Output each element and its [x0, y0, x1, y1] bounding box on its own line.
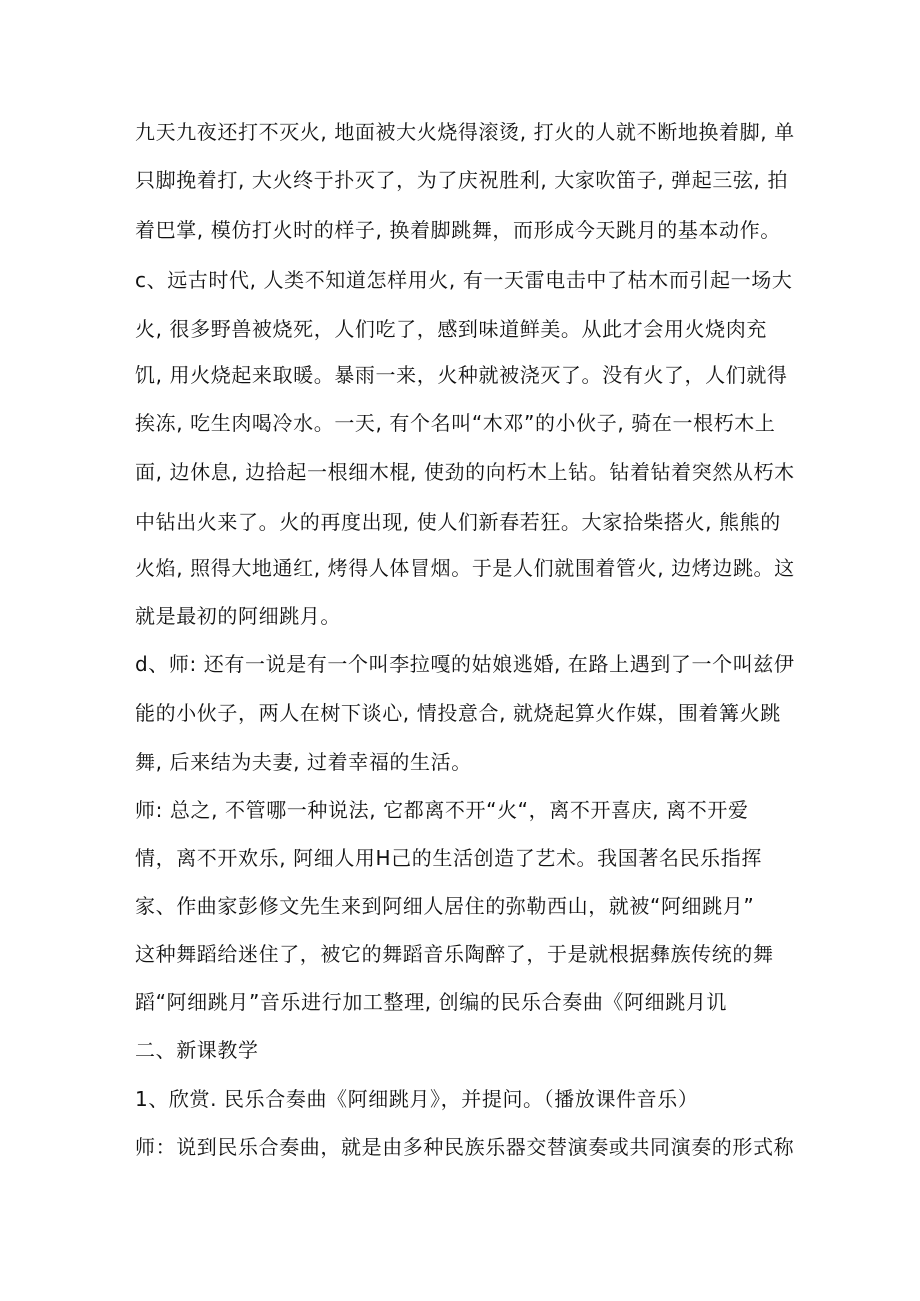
text-line: 着巴掌, 模仿打火时的样子, 换着脚跳舞，而形成今天跳月的基本动作。: [135, 218, 781, 242]
text-line: 情，离不开欢乐, 阿细人用H己的生活创造了艺术。我国著名民乐指挥: [135, 846, 762, 870]
section-heading: 二、新课教学: [135, 1038, 259, 1062]
text-line: 饥, 用火烧起来取暖。暴雨一来，火种就被浇灭了。没有火了，人们就得: [135, 363, 788, 387]
text-line: 九天九夜还打不灭火, 地面被大火烧得滚烫, 打火的人就不断地换着脚, 单: [135, 120, 795, 144]
text-line: 只脚挽着打, 大火终于扑灭了，为了庆祝胜利, 大家吹笛子, 弹起三弦, 拍: [135, 168, 789, 192]
text-line: 这种舞蹈给迷住了，被它的舞蹈音乐陶醉了，于是就根据彝族传统的舞: [135, 942, 774, 966]
text-line: d、师: 还有一说是有一个叫李拉嘎的姑娘逃婚, 在路上遇到了一个叫兹伊: [135, 652, 795, 676]
text-line: c、远古时代, 人类不知道怎样用火, 有一天雷电击中了枯木而引起一场大: [135, 268, 793, 292]
text-line: 就是最初的阿细跳月。: [135, 604, 341, 628]
text-line: 舞, 后来结为夫妻, 过着幸福的生活。: [135, 750, 472, 774]
text-line: 1、欣赏. 民乐合奏曲《阿细跳月》，并提问。（播放课件音乐）: [135, 1087, 699, 1111]
text-line: 师：说到民乐合奏曲，就是由多种民族乐器交替演奏或共同演奏的形式称: [135, 1135, 795, 1159]
text-line: 能的小伙子，两人在树下谈心, 情投意合, 就烧起算火作媒，围着篝火跳: [135, 701, 781, 725]
text-line: 中钻出火来了。火的再度出现, 使人们新春若狂。大家拾柴搭火, 熊熊的: [135, 510, 781, 534]
text-line: 挨冻, 吃生肉喝冷水。一天, 有个名叫“木邓”的小伙子, 骑在一根朽木上: [135, 411, 776, 435]
text-line: 蹈“阿细跳月”音乐进行加工整理, 创编的民乐合奏曲《阿细跳月讥: [135, 990, 728, 1014]
text-line: 火焰, 照得大地通红, 烤得人体冒烟。于是人们就围着管火, 边烤边跳。这: [135, 556, 795, 580]
text-line: 家、作曲家彭修文先生来到阿细人居住的弥勒西山，就被“阿细跳月”: [135, 894, 755, 918]
text-line: 火, 很多野兽被烧死，人们吃了，感到味道鲜美。从此才会用火烧肉充: [135, 317, 767, 341]
text-line: 师: 总之, 不管哪一种说法, 它都离不开“火“，离不开喜庆, 离不开爱: [135, 798, 749, 822]
text-line: 面, 边休息, 边拾起一根细木棍, 使劲的向朽木上钻。钻着钻着突然从朽木: [135, 460, 795, 484]
